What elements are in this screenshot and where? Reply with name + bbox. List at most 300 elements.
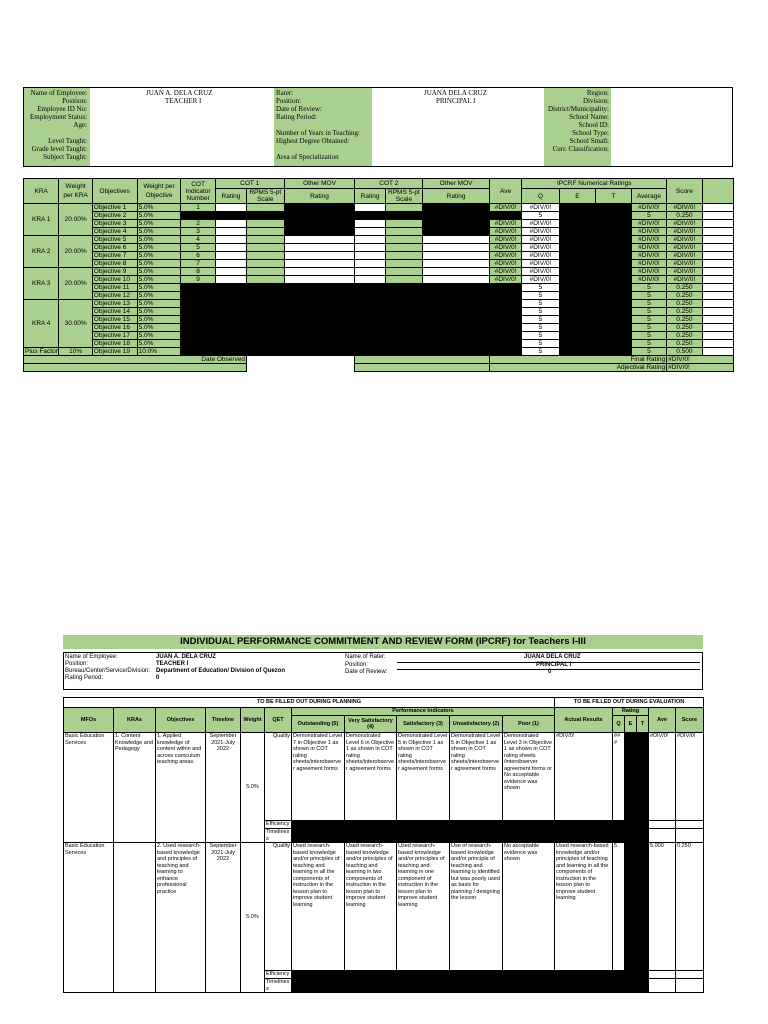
- mov-rating: [284, 244, 355, 252]
- info-label: Date of Review:: [276, 105, 322, 113]
- cot1-rpms: [247, 276, 285, 284]
- unsatisfactory-header: Unsatisfactory (2): [450, 716, 503, 733]
- q-value: 5: [522, 316, 560, 324]
- name-value: JUAN A. DELA CRUZ: [156, 654, 216, 660]
- spacer-green: [355, 356, 489, 364]
- e-header: E: [625, 716, 637, 733]
- objective-name: Objective 9: [92, 268, 137, 276]
- q-value: #DIV/0!: [522, 228, 560, 236]
- rater-label: Name of Rater:: [345, 654, 386, 660]
- ipcrf-average: #DIV/0!: [631, 236, 666, 244]
- ipcrf-average: #DIV/0!: [631, 244, 666, 252]
- summary-row: [24, 276, 734, 284]
- objective-row: [64, 843, 704, 971]
- t-value: [596, 276, 631, 284]
- score-header: Score: [667, 179, 702, 204]
- very-satisfactory-header: Very Satisfactory (4): [345, 716, 397, 733]
- unsatisfactory-cell: Demonstrated Level 5 in Objective 1 as shown in COT rating sheets/interobserve r agreement forms: [450, 733, 503, 821]
- unsatisfactory-cell: Use of research-based knowledge and/or principle of teaching and learning is identified but was poorly used as basis for planning / designing the lesson: [450, 843, 503, 971]
- objective-name: Objective 4: [92, 228, 137, 236]
- summary-row: [24, 300, 734, 308]
- e-value: [559, 316, 595, 324]
- cot2-rpms: [385, 220, 423, 228]
- score-value: #DIV/0!: [667, 268, 702, 276]
- objective-weight: 5.0%: [137, 252, 181, 260]
- score-value: 0.250: [667, 284, 702, 292]
- ipcrf-average: 5: [631, 308, 666, 316]
- average-value: #DIV/0!: [489, 260, 521, 268]
- kra-weight: 10%: [59, 348, 92, 356]
- info-label: Division:: [582, 97, 609, 105]
- cot-indicator: 2: [181, 220, 215, 228]
- average-value: #DIV/0!: [489, 276, 521, 284]
- cot2-rating-input: [355, 268, 385, 276]
- date-observed-label: Date Observed: [24, 356, 247, 364]
- summary-row: [24, 228, 734, 236]
- cot-indicator: 5: [181, 244, 215, 252]
- q-value: 5: [522, 300, 560, 308]
- info-label: School ID:: [578, 121, 609, 129]
- blocked-cell: [181, 348, 522, 356]
- summary-row: [24, 204, 734, 212]
- objective-name: Objective 7: [92, 252, 137, 260]
- t-value: [596, 220, 631, 228]
- cot1-rating-input: [215, 244, 246, 252]
- objective-weight: 5.0%: [137, 268, 181, 276]
- blocked-cell: [181, 316, 522, 324]
- objective-name: Objective 17: [92, 332, 137, 340]
- score-value: #DIV/0!: [667, 252, 702, 260]
- t-value: [596, 260, 631, 268]
- adjectival-rating-label: Adjectival Rating: [489, 364, 666, 372]
- planning-header: TO BE FILLED OUT DURING PLANNING: [64, 698, 555, 708]
- cot1-rating-input: [215, 260, 246, 268]
- t-header: T: [596, 189, 631, 204]
- cot-indicator-header: COT Indicator Number: [181, 179, 215, 204]
- mfo-cell: Basic Education Services: [64, 843, 114, 993]
- ave-empty: [649, 821, 676, 829]
- mov-rating: [284, 220, 355, 228]
- ipcrf-average: #DIV/0!: [631, 260, 666, 268]
- t-value: [596, 316, 631, 324]
- t-value: [596, 244, 631, 252]
- review-label: Date of Review:: [345, 669, 388, 675]
- q-value: 5: [522, 212, 560, 220]
- info-label: Highest Degree Obtained:: [276, 137, 350, 145]
- satisfactory-cell: Used research-based knowledge and/or principles of teaching and learning in one component of instruction in the lesson plan to improve student learning: [397, 843, 450, 971]
- outstanding-header: Outstanding (5): [292, 716, 345, 733]
- t-value: [596, 300, 631, 308]
- rater-name: JUANA DELA CRUZ: [424, 89, 488, 97]
- cot1-rpms: [247, 244, 285, 252]
- kras-header: KRAs: [114, 708, 156, 733]
- mov2-rating: [423, 276, 490, 284]
- cot-indicator: 7: [181, 260, 215, 268]
- objective-weight: 5.0%: [137, 236, 181, 244]
- info-label: Level Taught:: [48, 137, 87, 145]
- mov2-rating: [423, 268, 490, 276]
- blocked-cell: [292, 971, 625, 979]
- mov2-rating: [423, 204, 490, 212]
- score-value: 0.250: [667, 340, 702, 348]
- objective-weight: 5.0%: [137, 308, 181, 316]
- objectives-header: Objectives: [92, 179, 137, 204]
- e-value: [559, 292, 595, 300]
- score-cell: 0.250: [676, 843, 704, 971]
- score-cell: #DIV/0!: [676, 733, 704, 821]
- objective-name: Objective 16: [92, 324, 137, 332]
- cot2-rpms: [385, 244, 423, 252]
- spacer: [247, 364, 355, 372]
- trailing-cell: [702, 308, 733, 316]
- summary-row: [24, 260, 734, 268]
- e-value: [559, 324, 595, 332]
- info-label: Position:: [276, 97, 301, 105]
- cot1-rating-input: [215, 236, 246, 244]
- info-label: Region:: [586, 89, 609, 97]
- score-value: #DIV/0!: [667, 220, 702, 228]
- name-label: Name of Employee:: [65, 654, 118, 660]
- t-value: [596, 252, 631, 260]
- trailing-cell: [702, 300, 733, 308]
- ipcrf-average: 5: [631, 292, 666, 300]
- objective-name: Objective 3: [92, 220, 137, 228]
- trailing-cell: [702, 244, 733, 252]
- objectives-header: Objectives: [156, 708, 206, 733]
- qet-timeliness: Timeliness: [265, 829, 292, 843]
- e-value: [559, 268, 595, 276]
- adjectival-rating-value: #DIV/0!: [667, 364, 734, 372]
- trailing-cell: [702, 292, 733, 300]
- cot2-rpms: [385, 204, 423, 212]
- rater-position-value: PRINCIPAL I: [536, 662, 572, 668]
- average-value: #DIV/0!: [489, 244, 521, 252]
- satisfactory-cell: Demonstrated Level 5 in Objective 1 as shown in COT rating sheets/interobserve r agreement forms: [397, 733, 450, 821]
- cot1-rpms: [247, 260, 285, 268]
- summary-row: [24, 324, 734, 332]
- timeline-cell: September 2021-July 2022: [206, 733, 241, 843]
- qet-efficiency: Efficiency: [265, 971, 292, 979]
- poor-header: Poor (1): [503, 716, 555, 733]
- trailing-cell: [702, 324, 733, 332]
- q-value: #DIV/0!: [522, 276, 560, 284]
- summary-row: [24, 220, 734, 228]
- objective-name: Objective 8: [92, 260, 137, 268]
- info-label: Name of Employee:: [30, 89, 87, 97]
- score-value: #DIV/0!: [667, 228, 702, 236]
- trailing-cell: [702, 236, 733, 244]
- kra-name: KRA 2: [24, 236, 59, 268]
- timeline-cell: September 2021-July 2022: [206, 843, 241, 993]
- cot1-rpms: [247, 204, 285, 212]
- blocked-cell: [181, 308, 522, 316]
- blocked-cell: [489, 212, 521, 220]
- kra-cell: 1. Content Knowledge and Pedagogy: [114, 733, 156, 843]
- q-rating: 5: [613, 843, 625, 971]
- score-value: 0.250: [667, 212, 702, 220]
- weight-header: Weight: [241, 708, 265, 733]
- objective-weight: 5.0%: [137, 340, 181, 348]
- final-rating-row: [24, 356, 734, 364]
- cot2-rpms: [385, 268, 423, 276]
- ave-header: Ave: [489, 179, 521, 204]
- objective-weight: 5.0%: [137, 316, 181, 324]
- ipcrf-average: 5: [631, 332, 666, 340]
- trailing-cell: [702, 228, 733, 236]
- qet-quality: Quality: [265, 843, 292, 971]
- e-value: [559, 348, 595, 356]
- ipcrf-average: 5: [631, 340, 666, 348]
- qet-quality: Quality: [265, 733, 292, 821]
- qet-timeliness: Timeliness: [265, 979, 292, 993]
- mov-rating: [284, 236, 355, 244]
- ipcrf-average: 5: [631, 316, 666, 324]
- t-value: [596, 284, 631, 292]
- cot2-rpms: [385, 252, 423, 260]
- cot2-rating-input: [355, 204, 385, 212]
- other-mov-header: Other MOV: [284, 179, 355, 189]
- score-value: #DIV/0!: [667, 236, 702, 244]
- t-rating: [637, 733, 649, 843]
- objective-name: Objective 13: [92, 300, 137, 308]
- very-satisfactory-cell: Demonstrated Level 6 in Objective 1 as shown in COT rating sheets/interobserve r agreement forms: [345, 733, 397, 821]
- objective-cell: 2. Used research-based knowledge and principles of teaching and learning to enhance professional practice: [156, 843, 206, 993]
- kra-name: KRA 1: [24, 204, 59, 236]
- cot1-rpms: [247, 268, 285, 276]
- info-label: Subject Taught:: [43, 153, 87, 161]
- score-empty: [676, 821, 704, 829]
- mov2-rating: [423, 260, 490, 268]
- spacer-green: [355, 364, 489, 372]
- average-value: #DIV/0!: [489, 252, 521, 260]
- outstanding-cell: Demonstrated Level 7 in Objective 1 as shown in COT rating sheets/interobserve r agreement forms: [292, 733, 345, 821]
- e-value: [559, 228, 595, 236]
- t-value: [596, 292, 631, 300]
- cot2-rating-input: [355, 252, 385, 260]
- trailing-cell: [702, 260, 733, 268]
- info-label: Age:: [73, 121, 87, 129]
- objective-weight: 5.0%: [137, 220, 181, 228]
- e-value: [559, 260, 595, 268]
- e-rating: [625, 733, 637, 843]
- objective-weight: 10.0%: [137, 348, 181, 356]
- score-value: #DIV/0!: [667, 244, 702, 252]
- objective-weight: 5.0%: [137, 204, 181, 212]
- trailing-cell: [702, 348, 733, 356]
- objective-weight: 5.0%: [137, 212, 181, 220]
- cot2-rating-input: [355, 236, 385, 244]
- objective-weight: 5.0%: [137, 292, 181, 300]
- objective-row: [64, 733, 704, 821]
- adjectival-rating-row: [24, 364, 734, 372]
- info-label: Curr. Classification:: [552, 145, 609, 153]
- cot1-rpms-header: RPMS 5-pt Scale: [247, 189, 285, 204]
- q-value: 5: [522, 292, 560, 300]
- kra-name: KRA 4: [24, 300, 59, 348]
- summary-row: [24, 252, 734, 260]
- score-value: #DIV/0!: [667, 204, 702, 212]
- cot2-rpms: [385, 228, 423, 236]
- q-value: 5: [522, 340, 560, 348]
- kra-name: Plus Factor: [25, 348, 58, 355]
- period-label: Rating Period:: [65, 675, 104, 681]
- rater-position: PRINCIPAL I: [436, 97, 476, 105]
- weight-objective-header: Weight per Objective: [137, 179, 181, 204]
- mov-rating: [284, 268, 355, 276]
- q-rating: ###: [613, 733, 625, 821]
- trailing-cell: [702, 268, 733, 276]
- trailing-cell: [702, 204, 733, 212]
- q-header: Q: [613, 716, 625, 733]
- mov2-rating: [423, 236, 490, 244]
- t-value: [596, 268, 631, 276]
- summary-row: [24, 212, 734, 220]
- blocked-cell: [181, 324, 522, 332]
- q-value: #DIV/0!: [522, 252, 560, 260]
- kra-weight: 30.00%: [59, 300, 92, 348]
- average-value: #DIV/0!: [489, 204, 521, 212]
- objective-weight: 5.0%: [137, 276, 181, 284]
- period-value: 0: [156, 675, 160, 681]
- cot1-rating-input: [215, 276, 246, 284]
- cot2-rpms-header: RPMS 5-pt Scale: [385, 189, 423, 204]
- score-value: 0.250: [667, 292, 702, 300]
- summary-row: [24, 332, 734, 340]
- e-value: [559, 276, 595, 284]
- t-value: [596, 324, 631, 332]
- q-value: 5: [522, 308, 560, 316]
- ipcrf-average: 5: [631, 324, 666, 332]
- trailing-cell: [702, 276, 733, 284]
- q-header: Q: [522, 189, 560, 204]
- info-label: School Type:: [572, 129, 609, 137]
- score-header: Score: [676, 708, 704, 733]
- mov2-rating: [423, 252, 490, 260]
- e-value: [559, 284, 595, 292]
- cot1-header: COT 1: [215, 179, 284, 189]
- blocked-cell: [292, 829, 625, 843]
- t-value: [596, 228, 631, 236]
- kra-weight: 20.00%: [59, 204, 92, 236]
- outstanding-cell: Used research-based knowledge and/or principles of teaching and learning in all the components of instruction in the lesson plan to improve student learning: [292, 843, 345, 971]
- ipcrf-average: #DIV/0!: [631, 268, 666, 276]
- cot2-rating-input: [355, 276, 385, 284]
- info-label: Position:: [62, 97, 87, 105]
- score-empty: [676, 971, 704, 979]
- summary-row: [24, 236, 734, 244]
- t-value: [596, 332, 631, 340]
- objective-name: Objective 19: [92, 348, 137, 356]
- ipcrf-average: 5: [631, 300, 666, 308]
- e-value: [559, 332, 595, 340]
- score-value: #DIV/0!: [667, 276, 702, 284]
- position-value: TEACHER I: [156, 661, 189, 667]
- e-value: [559, 308, 595, 316]
- actual-results-cell: Used research-based knowledge and/or principles of teaching and learning in all the components of instruction in the lesson plan to improve student learning: [555, 843, 613, 971]
- info-label: School Name:: [569, 113, 609, 121]
- evaluation-header: TO BE FILLED OUT DURING EVALUATION: [555, 698, 704, 708]
- objective-name: Objective 11: [92, 284, 137, 292]
- objective-name: Objective 18: [92, 340, 137, 348]
- info-label: Employment Status:: [30, 113, 87, 121]
- t-rating: [637, 843, 649, 993]
- t-value: [596, 340, 631, 348]
- satisfactory-header: Satisfactory (3): [397, 716, 450, 733]
- cot-indicator: 6: [181, 252, 215, 260]
- cot1-rating-input: [215, 252, 246, 260]
- blocked-cell: [181, 340, 522, 348]
- q-value: 5: [522, 284, 560, 292]
- ipcrf-average: #DIV/0!: [631, 276, 666, 284]
- score-value: 0.500: [667, 348, 702, 356]
- average-value: #DIV/0!: [489, 220, 521, 228]
- mov-rating: [284, 204, 355, 212]
- form-header: [63, 652, 703, 690]
- cot2-rpms: [385, 236, 423, 244]
- cot1-rating-input: [215, 220, 246, 228]
- trailing-cell: [702, 332, 733, 340]
- cot-indicator: 8: [181, 268, 215, 276]
- poor-cell: No acceptable evidence was shown: [503, 843, 555, 971]
- summary-row: [24, 244, 734, 252]
- blocked-cell: [181, 284, 522, 292]
- summary-row: [24, 268, 734, 276]
- kra-cell: [114, 843, 156, 993]
- blocked-cell: [292, 821, 625, 829]
- objective-weight: 5.0%: [137, 284, 181, 292]
- mov2-rating: [423, 228, 490, 236]
- ave-empty: [649, 971, 676, 979]
- trailing-cell: [702, 220, 733, 228]
- blocked-cell: [181, 300, 522, 308]
- ave-empty: [649, 829, 676, 843]
- actual-results-cell: #DIV/0!: [555, 733, 613, 821]
- position-label: Position:: [65, 661, 89, 667]
- trailing-cell: [702, 212, 733, 220]
- e-value: [559, 340, 595, 348]
- employee-name: JUAN A. DELA CRUZ: [146, 89, 213, 97]
- t-value: [596, 204, 631, 212]
- ipcrf-average: #DIV/0!: [631, 220, 666, 228]
- objective-name: Objective 5: [92, 236, 137, 244]
- e-rating: [625, 843, 637, 993]
- mov2-rating: [423, 244, 490, 252]
- t-value: [596, 236, 631, 244]
- actual-results-header: Actual Results: [555, 708, 613, 733]
- summary-row: [24, 292, 734, 300]
- score-value: 0.250: [667, 300, 702, 308]
- cot1-rpms: [247, 236, 285, 244]
- info-label: Rater:: [276, 89, 294, 97]
- average-value: #DIV/0!: [489, 236, 521, 244]
- other-mov-header-2: Other MOV: [423, 179, 490, 189]
- kra-name: KRA 3: [24, 268, 59, 300]
- qet-header: QET: [265, 708, 292, 733]
- cot1-rpms: [247, 228, 285, 236]
- objective-name: Objective 6: [92, 244, 137, 252]
- kra-header: KRA: [24, 179, 59, 204]
- q-value: #DIV/0!: [522, 244, 560, 252]
- blocked-cell: [181, 292, 522, 300]
- e-header: E: [559, 189, 595, 204]
- timeline-header: Timeline: [206, 708, 241, 733]
- e-value: [559, 252, 595, 260]
- objective-name: Objective 1: [92, 204, 137, 212]
- t-value: [596, 348, 631, 356]
- blocked-cell: [181, 332, 522, 340]
- blocked-cell: [181, 212, 490, 220]
- score-value: #DIV/0!: [667, 260, 702, 268]
